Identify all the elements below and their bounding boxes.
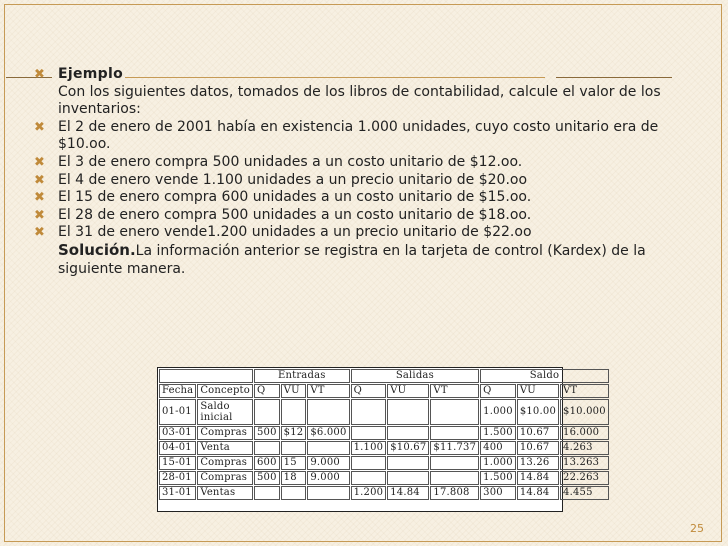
bullet-text: El 28 de enero compra 500 unidades a un costo unitario de $18.oo. bbox=[58, 206, 532, 223]
table-cell: Compras bbox=[197, 426, 253, 440]
bullet-item-solucion bbox=[34, 224, 674, 278]
x-bullet-icon: ✖ bbox=[34, 67, 45, 82]
table-cell: Saldo inicial bbox=[197, 399, 253, 425]
table-cell: 1.000 bbox=[480, 399, 516, 425]
table-cell: $6.000 bbox=[307, 426, 349, 440]
table-cell: 15-01 bbox=[159, 456, 196, 470]
table-cell bbox=[387, 426, 429, 440]
table-cell bbox=[307, 441, 349, 455]
table-cell bbox=[307, 486, 349, 500]
header-cell: Fecha bbox=[159, 384, 196, 398]
kardex-header-row bbox=[159, 384, 609, 398]
bullet-item-ejemplo bbox=[34, 66, 674, 119]
table-cell: 13.26 bbox=[517, 456, 559, 470]
table-cell bbox=[430, 399, 479, 425]
table-cell bbox=[430, 471, 479, 485]
x-bullet-icon: ✖ bbox=[34, 207, 45, 223]
x-bullet-icon: ✖ bbox=[34, 190, 45, 206]
table-cell: 03-01 bbox=[159, 426, 196, 440]
table-cell bbox=[351, 456, 387, 470]
table-cell bbox=[387, 399, 429, 425]
table-cell: 500 bbox=[254, 426, 280, 440]
header-cell: Q bbox=[480, 384, 516, 398]
table-cell: $12 bbox=[281, 426, 307, 440]
table-cell: 18 bbox=[281, 471, 307, 485]
bullet-item bbox=[34, 172, 674, 190]
table-row bbox=[159, 456, 609, 470]
table-cell: 1.000 bbox=[480, 456, 516, 470]
kardex-group-row bbox=[159, 369, 609, 383]
x-bullet-icon: ✖ bbox=[34, 172, 45, 188]
table-cell: 400 bbox=[480, 441, 516, 455]
table-cell: 14.84 bbox=[517, 471, 559, 485]
table-cell bbox=[254, 399, 280, 425]
table-cell: 14.84 bbox=[387, 486, 429, 500]
header-cell: Q bbox=[254, 384, 280, 398]
bullet-item bbox=[34, 207, 674, 225]
table-cell: 01-01 bbox=[159, 399, 196, 425]
table-cell bbox=[281, 441, 307, 455]
table-cell: 4.455 bbox=[560, 486, 609, 500]
bullet-text: El 31 de enero vende1.200 unidades a un precio unitario de $22.oo bbox=[58, 224, 532, 241]
table-cell: 17.808 bbox=[430, 486, 479, 500]
solution-label: Solución. bbox=[58, 240, 136, 259]
group-salidas: Salidas bbox=[351, 369, 480, 383]
table-cell bbox=[351, 471, 387, 485]
x-bullet-icon: ✖ bbox=[34, 225, 45, 241]
table-cell: $11.737 bbox=[430, 441, 479, 455]
bullet-text: El 4 de enero vende 1.100 unidades a un precio unitario de $20.oo bbox=[58, 171, 528, 188]
table-cell: $10.000 bbox=[560, 399, 609, 425]
group-entradas: Entradas bbox=[254, 369, 350, 383]
table-cell: 600 bbox=[254, 456, 280, 470]
table-cell bbox=[281, 486, 307, 500]
table-cell: 500 bbox=[254, 471, 280, 485]
table-cell: 1.100 bbox=[351, 441, 387, 455]
bullet-list bbox=[34, 66, 674, 278]
table-cell: Ventas bbox=[197, 486, 253, 500]
table-cell: 1.500 bbox=[480, 471, 516, 485]
table-cell bbox=[254, 486, 280, 500]
bullet-item bbox=[34, 119, 674, 154]
bullet-text: Con los siguientes datos, tomados de los libros de contabilidad, calcule el valor de los inventarios: bbox=[58, 83, 661, 118]
table-cell bbox=[387, 471, 429, 485]
table-cell bbox=[307, 399, 349, 425]
header-cell: VU bbox=[281, 384, 307, 398]
kardex-table bbox=[157, 367, 606, 512]
table-cell: 15 bbox=[281, 456, 307, 470]
header-cell: Q bbox=[351, 384, 387, 398]
table-cell bbox=[430, 426, 479, 440]
group-saldo: Saldo bbox=[480, 369, 609, 383]
table-cell: 9.000 bbox=[307, 471, 349, 485]
x-bullet-icon: ✖ bbox=[34, 154, 45, 170]
table-cell: 04-01 bbox=[159, 441, 196, 455]
table-cell: 16.000 bbox=[560, 426, 609, 440]
table-cell bbox=[351, 399, 387, 425]
x-bullet-icon: ✖ bbox=[34, 119, 45, 135]
table-cell: 1.200 bbox=[351, 486, 387, 500]
header-cell: VT bbox=[430, 384, 479, 398]
table-cell bbox=[281, 399, 307, 425]
solution-text: La información anterior se registra en la tarjeta de control (Kardex) de la siguiente manera. bbox=[58, 242, 646, 277]
table-cell bbox=[351, 426, 387, 440]
table-row bbox=[159, 441, 609, 455]
table-cell: 1.500 bbox=[480, 426, 516, 440]
table-row bbox=[159, 486, 609, 500]
table-cell: 13.263 bbox=[560, 456, 609, 470]
table-cell: 22.263 bbox=[560, 471, 609, 485]
page-number: 25 bbox=[690, 522, 704, 535]
table-cell: 9.000 bbox=[307, 456, 349, 470]
bullet-text: El 3 de enero compra 500 unidades a un costo unitario de $12.oo. bbox=[58, 153, 523, 170]
table-cell: $10.67 bbox=[387, 441, 429, 455]
header-cell: VT bbox=[560, 384, 609, 398]
table-cell bbox=[430, 456, 479, 470]
table-cell: 31-01 bbox=[159, 486, 196, 500]
table-row bbox=[159, 471, 609, 485]
table-cell bbox=[387, 456, 429, 470]
table-cell: 28-01 bbox=[159, 471, 196, 485]
bullet-item bbox=[34, 154, 674, 172]
table-cell: 10.67 bbox=[517, 441, 559, 455]
bullet-text: El 2 de enero de 2001 había en existencia 1.000 unidades, cuyo costo unitario era de $10.oo. bbox=[58, 118, 659, 153]
table-cell: Venta bbox=[197, 441, 253, 455]
table-cell: Compras bbox=[197, 471, 253, 485]
table-cell: Compras bbox=[197, 456, 253, 470]
table-cell: 4.263 bbox=[560, 441, 609, 455]
table-cell bbox=[254, 441, 280, 455]
header-cell: VT bbox=[307, 384, 349, 398]
table-cell: $10.00 bbox=[517, 399, 559, 425]
bullet-item bbox=[34, 189, 674, 207]
table-cell: 10.67 bbox=[517, 426, 559, 440]
table-row bbox=[159, 399, 609, 425]
table-row bbox=[159, 426, 609, 440]
bullet-text: El 15 de enero compra 600 unidades a un costo unitario de $15.oo. bbox=[58, 189, 532, 206]
bullet-title: Ejemplo bbox=[58, 66, 123, 82]
table-cell: 14.84 bbox=[517, 486, 559, 500]
header-cell: Concepto bbox=[197, 384, 253, 398]
header-cell: VU bbox=[387, 384, 429, 398]
header-cell: VU bbox=[517, 384, 559, 398]
table-cell: 300 bbox=[480, 486, 516, 500]
